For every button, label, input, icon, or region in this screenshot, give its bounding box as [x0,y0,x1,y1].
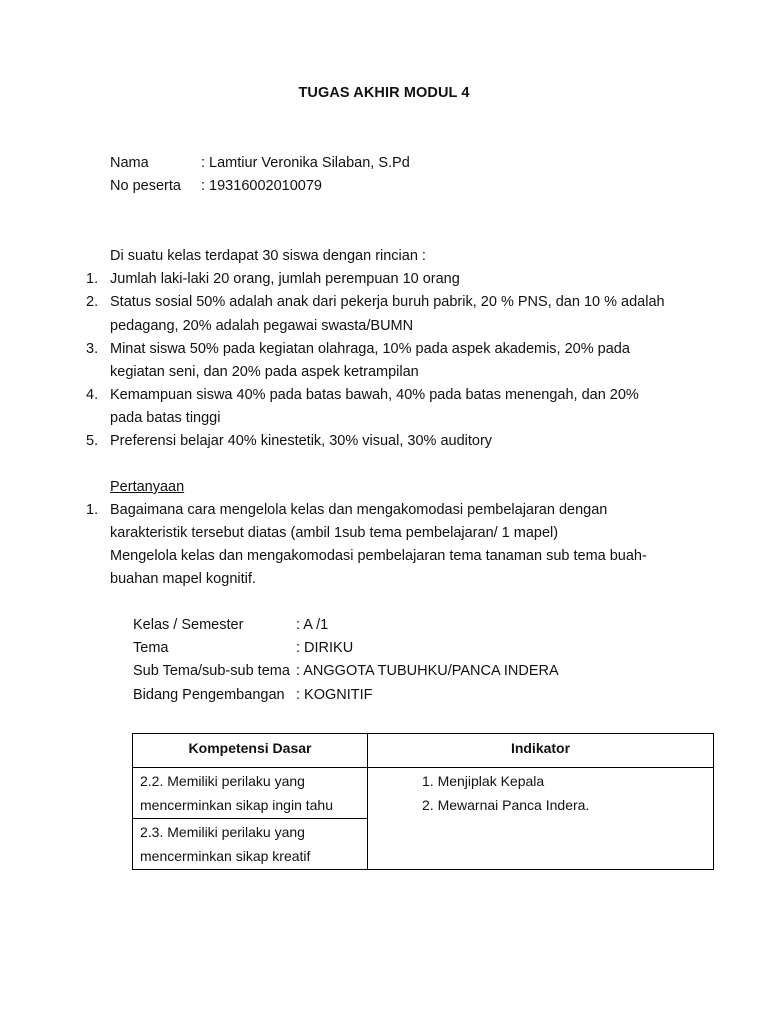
detail-line: pada batas tinggi [110,410,221,426]
class-info-value: : DIRIKU [296,640,354,656]
table-header-row [133,734,714,768]
class-info-label: Kelas / Semester [133,617,244,633]
indikator-line: 2. Mewarnai Panca Indera. [422,797,590,813]
class-info-value: : KOGNITIF [296,687,373,703]
kd-cell [133,819,368,870]
kd-line: 2.3. Memiliki perilaku yang [140,824,305,840]
kd-cell [133,768,368,819]
competency-table [132,733,714,870]
detail-num: 4. [86,387,99,403]
peserta-label: No peserta [110,178,181,194]
detail-num: 1. [86,271,99,287]
question-num: 1. [86,502,99,518]
detail-line: Kemampuan siswa 40% pada batas bawah, 40% pada batas menengah, dan 20% [110,387,639,403]
question-line: Bagaimana cara mengelola kelas dan mengakomodasi pembelajaran dengan [110,502,608,518]
name-label: Nama [110,155,149,171]
question-line: buahan mapel kognitif. [110,571,256,587]
detail-line: kegiatan seni, dan 20% pada aspek ketrampilan [110,364,419,380]
class-info-label: Sub Tema/sub-sub tema [133,663,290,679]
indikator-cell [368,768,714,870]
detail-line: Minat siswa 50% pada kegiatan olahraga, 10% pada aspek akademis, 20% pada [110,341,630,357]
document-title: TUGAS AKHIR MODUL 4 [298,85,470,101]
class-info-value: : A /1 [296,617,329,633]
detail-num: 2. [86,294,99,310]
peserta-value: : 19316002010079 [201,178,322,194]
indikator-line: 1. Menjiplak Kepala [422,773,545,789]
detail-num: 3. [86,341,99,357]
detail-line: pedagang, 20% adalah pegawai swasta/BUMN [110,318,414,334]
table-row [133,768,714,819]
class-info-value: : ANGGOTA TUBUHKU/PANCA INDERA [296,663,559,679]
question-line: karakteristik tersebut diatas (ambil 1sub tema pembelajaran/ 1 mapel) [110,525,559,541]
detail-num: 5. [86,433,99,449]
class-info-label: Tema [133,640,169,656]
header-indikator: Indikator [368,734,714,768]
question-heading: Pertanyaan [110,479,185,495]
detail-line: Preferensi belajar 40% kinestetik, 30% visual, 30% auditory [110,433,493,449]
name-value: : Lamtiur Veronika Silaban, S.Pd [201,155,410,171]
header-kompetensi-dasar: Kompetensi Dasar [133,734,368,768]
question-line: Mengelola kelas dan mengakomodasi pembelajaran tema tanaman sub tema buah- [110,548,647,564]
detail-line: Status sosial 50% adalah anak dari pekerja buruh pabrik, 20 % PNS, dan 10 % adalah [110,294,665,310]
kd-line: 2.2. Memiliki perilaku yang [140,773,305,789]
detail-line: Jumlah laki-laki 20 orang, jumlah perempuan 10 orang [110,271,460,287]
kd-line: mencerminkan sikap kreatif [140,848,311,864]
kd-line: mencerminkan sikap ingin tahu [140,797,333,813]
class-info-label: Bidang Pengembangan [133,687,285,703]
intro-text: Di suatu kelas terdapat 30 siswa dengan rincian : [110,248,426,264]
